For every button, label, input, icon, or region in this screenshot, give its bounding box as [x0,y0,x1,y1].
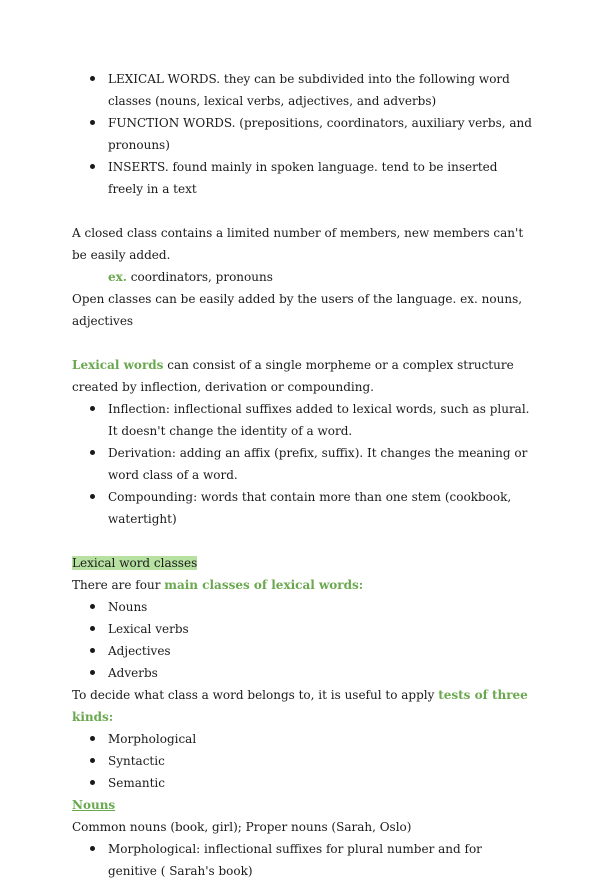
section-heading-nouns [72,794,532,816]
highlighted-heading: Lexical word classes [72,556,198,570]
intro-term: main classes of lexical words: [164,578,364,592]
list-item: Inflection: inflectional suffixes added to lexical words, such as plural. It doesn't change the identity of a word. [72,398,532,442]
example-text: coordinators, pronouns [126,270,273,284]
open-class-paragraph: Open classes can be easily added by the users of the language. ex. nouns, adjectives [72,292,523,328]
tests-intro [72,684,532,728]
intro-text: There are four [72,578,165,592]
closed-class-paragraph: A closed class contains a limited number of members, new members can't be easily added. [72,226,524,262]
list-item: Semantic [72,772,532,794]
tests-list [72,728,532,794]
list-item: INSERTS. found mainly in spoken language. tend to be inserted freely in a text [72,156,532,200]
tests-text: To decide what class a word belongs to, it is useful to apply [72,688,439,702]
nouns-types: Common nouns (book, girl); Proper nouns (Sarah, Oslo) [72,820,412,834]
word-classes-list [72,68,532,200]
list-item: FUNCTION WORDS. (prepositions, coordinators, auxiliary verbs, and pronouns) [72,112,532,156]
document-page [72,68,532,882]
example-label: ex. [108,270,127,284]
lexical-words-term: Lexical words [72,358,164,372]
lexical-words-paragraph [72,354,532,398]
section-heading-lexical-word-classes [72,552,532,574]
nouns-list [72,838,532,882]
list-item: Morphological: inflectional suffixes for plural number and for genitive ( Sarah's book) [72,838,532,882]
lexical-classes-list [72,596,532,684]
main-classes-intro [72,574,532,596]
list-item: Lexical verbs [72,618,532,640]
list-item: Nouns [72,596,532,618]
lexical-words-text: can consist of a single morpheme or a complex structure created by inflection, derivation or compounding. [72,358,514,394]
list-item: Compounding: words that contain more than one stem (cookbook, watertight) [72,486,532,530]
tests-term: tests of three kinds: [72,688,528,724]
list-item: Adjectives [72,640,532,662]
list-item: LEXICAL WORDS. they can be subdivided into the following word classes (nouns, lexical verbs, adjectives, and adverbs) [72,68,532,112]
nouns-heading: Nouns [72,798,116,812]
list-item: Derivation: adding an affix (prefix, suffix). It changes the meaning or word class of a word. [72,442,532,486]
closed-class-example [72,266,532,288]
list-item: Morphological [72,728,532,750]
list-item: Adverbs [72,662,532,684]
word-formation-list [72,398,532,530]
list-item: Syntactic [72,750,532,772]
